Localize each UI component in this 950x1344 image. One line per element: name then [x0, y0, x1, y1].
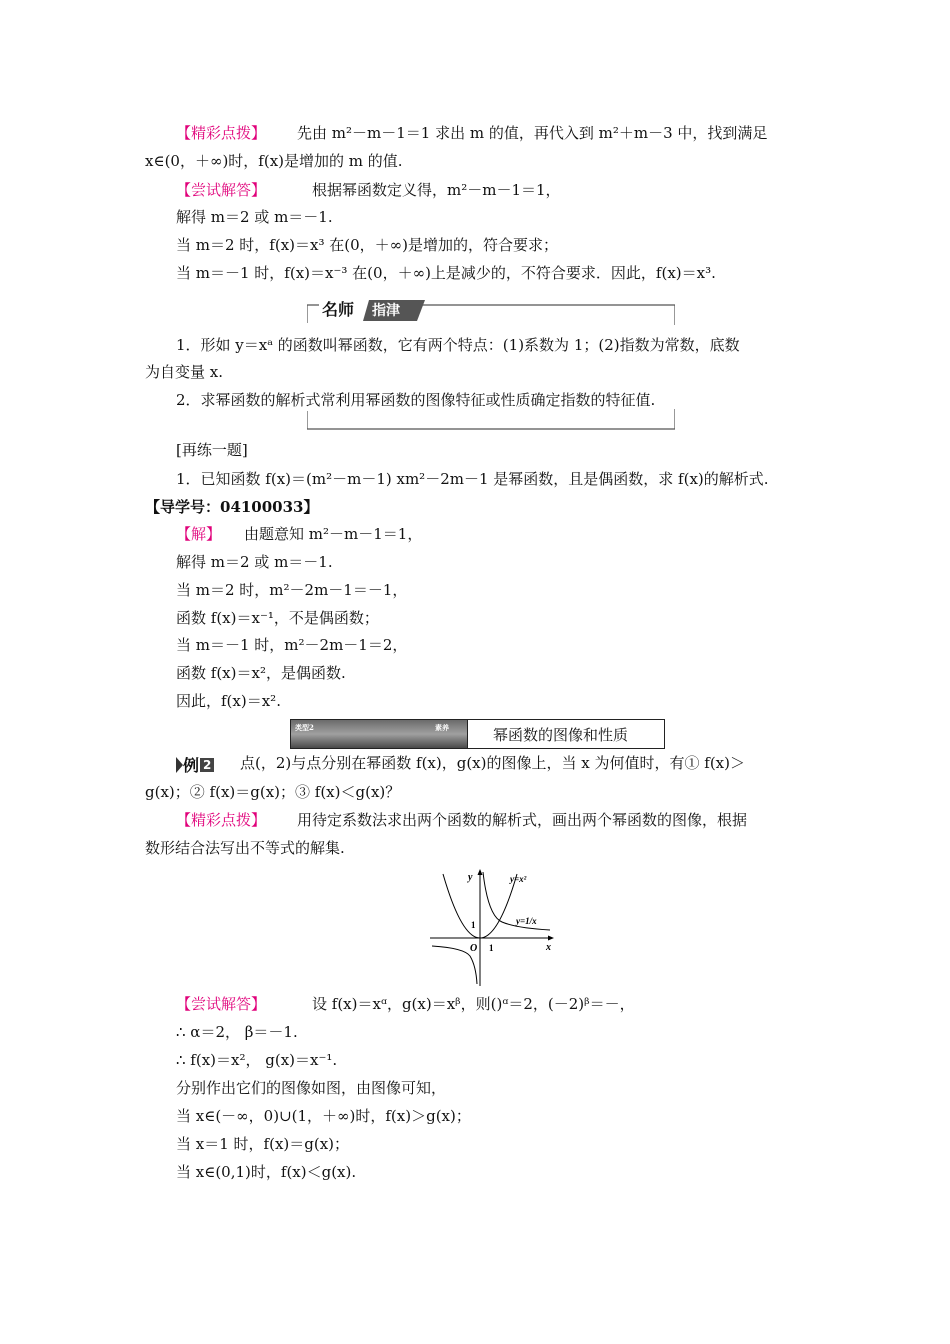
hint-label: 【精彩点拨】 — [176, 124, 267, 142]
answer2-line-3: ∴ f(x)＝x²， g(x)＝x⁻¹. — [176, 1051, 338, 1069]
x-tick-label: 1 — [489, 943, 494, 953]
function-graph — [428, 866, 558, 988]
example-line-1: 点(，2)与点分别在幂函数 f(x)，g(x)的图像上，当 x 为何值时，有① f(x)＞ — [240, 754, 745, 772]
answer2-line-6: 当 x＝1 时，f(x)＝g(x)； — [176, 1135, 350, 1153]
example-line-2: g(x)；② f(x)＝g(x)；③ f(x)＜g(x)？ — [145, 783, 401, 801]
answer2-line-7: 当 x∈(0,1)时，f(x)＜g(x). — [176, 1163, 357, 1181]
solution-line-1: 由题意知 m²－m－1＝1， — [244, 525, 423, 543]
answer-label: 【尝试解答】 — [176, 181, 267, 199]
tip-title-2: 指津 — [372, 303, 400, 319]
hint-text: 先由 m²－m－1＝1 求出 m 的值，再代入到 m²＋m－3 中，找到满足 — [297, 124, 768, 142]
answer2-line-1: 设 f(x)＝xᵅ，g(x)＝xᵝ，则()ᵅ＝2，(－2)ᵝ＝－， — [312, 995, 635, 1013]
solution-line-2: 解得 m＝2 或 m＝－1. — [176, 553, 333, 571]
answer2-line-2: ∴ α＝2， β＝－1. — [176, 1023, 298, 1041]
origin-label: O — [470, 943, 478, 954]
answer2-line-4: 分别作出它们的图像如图，由图像可知， — [176, 1079, 447, 1097]
hint2-line-1: 用待定系数法求出两个函数的解析式，画出两个幂函数的图像，根据 — [297, 811, 748, 829]
solution-line-3: 当 m＝2 时，m²－2m－1＝－1， — [176, 581, 408, 599]
example-number: 2 — [200, 758, 214, 772]
tip-line-1: 1．形如 y＝xᵃ 的函数叫幂函数，它有两个特点：(1)系数为 1；(2)指数为常数，底数 — [176, 336, 740, 354]
solution-line-5: 当 m＝－1 时，m²－2m－1＝2， — [176, 636, 408, 654]
hint2-line-2: 数形结合法写出不等式的解集. — [145, 839, 345, 857]
solution-line-6: 函数 f(x)＝x²，是偶函数. — [176, 664, 346, 682]
section-title: 幂函数的图像和性质 — [493, 726, 629, 744]
practice-heading: [再练一题] — [176, 441, 248, 459]
solution-line-4: 函数 f(x)＝x⁻¹，不是偶函数； — [176, 609, 379, 627]
tip-line-2: 为自变量 x. — [145, 363, 223, 381]
type-label: 类型2 — [295, 723, 314, 732]
answer2-line-5: 当 x∈(－∞，0)∪(1，＋∞)时，f(x)＞g(x)； — [176, 1107, 471, 1125]
hint2-label: 【精彩点拨】 — [176, 811, 267, 829]
section-type-bar — [290, 719, 665, 749]
curve-label-reciprocal: y=1/x — [516, 916, 537, 926]
x-axis-label: x — [546, 942, 551, 953]
hint-heading — [176, 123, 266, 143]
teacher-tip-box — [307, 299, 675, 431]
y-tick-label: 1 — [471, 920, 476, 930]
y-axis-label: y — [468, 872, 473, 883]
solution-line-7: 因此，f(x)＝x². — [176, 692, 281, 710]
answer-text: 根据幂函数定义得，m²－m－1＝1， — [312, 181, 561, 199]
answer-line-2: 解得 m＝2 或 m＝－1. — [176, 208, 333, 226]
guide-number: 【导学号：04100033】 — [145, 498, 319, 516]
answer-line-4: 当 m＝－1 时，f(x)＝x⁻³ 在(0，＋∞)上是减少的，不符合要求．因此，f(x)＝x³. — [176, 264, 716, 282]
hint-text-2: x∈(0，＋∞)时，f(x)是增加的 m 的值. — [145, 152, 403, 170]
tip-line-3: 2．求幂函数的解析式常利用幂函数的图像特征或性质确定指数的特征值. — [176, 391, 656, 409]
solution-label: 【解】 — [176, 525, 222, 543]
answer-line-3: 当 m＝2 时，f(x)＝x³ 在(0，＋∞)是增加的，符合要求； — [176, 236, 559, 254]
type-label-2: 素养 — [435, 723, 449, 732]
example-badge — [176, 753, 214, 775]
curve-label-square: y=x² — [510, 874, 527, 884]
tip-title: 名师 — [322, 300, 355, 319]
practice-question: 1．已知函数 f(x)＝(m²－m－1) xm²－2m－1 是幂函数，且是偶函数，求 f(x)的解析式. — [176, 470, 769, 488]
example-label: 例 — [183, 756, 200, 775]
answer2-label: 【尝试解答】 — [176, 995, 267, 1013]
